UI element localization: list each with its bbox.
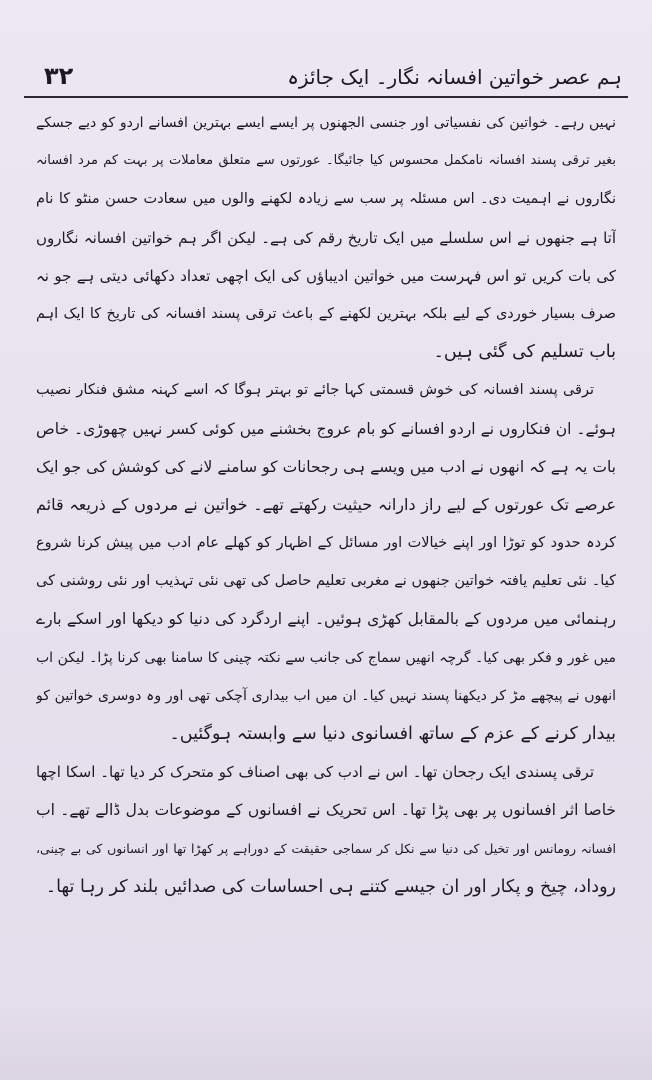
text-line: آتا ہے جنھوں نے اس سلسلے میں ایک تاریخ رقم کی ہے۔ لیکن اگر ہم خواتین افسانہ نگاروں — [36, 228, 616, 247]
text-line: کی بات کریں تو اس فہرست میں خواتین ادیباؤں کی ایک اچھی تعداد دکھائی دیتی ہے جو نہ — [36, 266, 616, 285]
paragraph-3 — [36, 753, 616, 906]
text-line: نہیں رہے۔ خواتین کی نفسیاتی اور جنسی الجھنوں پر ایسے ایسے بہترین افسانے اردو کو دیے جسکے — [36, 115, 616, 131]
text-line: کیا۔ نئی تعلیم یافتہ خواتین جنھوں نے مغربی تعلیم حاصل کی تھی نئی تہذیب اور نئی روشنی کی — [36, 573, 616, 590]
running-title: ہم عصر خواتین افسانہ نگار۔ ایک جائزہ — [287, 65, 622, 89]
text-line: بیدار کرنے کے عزم کے ساتھ افسانوی دنیا سے وابستہ ہوگئیں۔ — [169, 724, 616, 744]
text-line: صرف بسیار خوردی کے لیے بلکہ بہترین لکھنے کے باعث ترقی پسند افسانہ کی تاریخ کا ایک اہم — [36, 305, 616, 322]
page-bottom-shade — [0, 1010, 652, 1080]
text-line: کردہ حدود کو توڑا اور اپنے خیالات اور مسائل کے اظہار کو کھلے عام ادب میں پیش کرنا شروع — [36, 535, 616, 552]
text-line: خاصا اثر افسانوں پر بھی پڑا تھا۔ اس تحریک نے افسانوں کے موضوعات بدل ڈالے تھے۔ اب — [36, 801, 616, 820]
text-line: عرصے تک عورتوں کے لیے راز دارانہ حیثیت رکھتے تھے۔ خواتین نے مردوں کے ذریعہ قائم — [36, 494, 616, 514]
text-line: بغیر ترقی پسند افسانہ نامکمل محسوس کیا جائیگا۔ عورتوں سے متعلق معاملات پر بہت کم مرد افسانہ — [36, 153, 616, 169]
paragraph-1 — [36, 104, 616, 371]
paragraph-2 — [36, 371, 616, 753]
body-text — [36, 104, 616, 906]
text-line: افسانہ رومانس اور تخیل کی دنیا سے نکل کر سماجی حقیقت کے دوراہے پر کھڑا تھا اور انسانوں کی بے چینی، — [36, 840, 616, 856]
text-line: انھوں نے پیچھے مڑ کر دیکھنا پسند نہیں کیا۔ ان میں اب بیداری آچکی تھی اور وہ دوسری خواتین کو — [36, 687, 616, 704]
text-line: باب تسلیم کی گئی ہیں۔ — [433, 342, 616, 363]
text-line: نگاروں نے اہمیت دی۔ اس مسئلہ پر سب سے زیادہ لکھنے والوں میں سعادت حسن منٹو کا نام — [36, 191, 616, 208]
text-line: میں غور و فکر بھی کیا۔ گرچہ انھیں سماج کی جانب سے نکتہ چینی کا سامنا بھی کرنا پڑا۔ لیکن اب — [36, 649, 616, 666]
header-rule — [24, 96, 628, 98]
text-line: ترقی پسندی ایک رجحان تھا۔ اس نے ادب کی بھی اصناف کو متحرک کر دیا تھا۔ اسکا اچھا — [36, 763, 594, 782]
text-line: رہنمائی میں مردوں کے بالمقابل کھڑی ہوئیں۔ اپنے اردگرد کی دنیا کو دیکھا اور اسکے بارے — [36, 610, 616, 629]
text-line: روداد، چیخ و پکار اور ان جیسے کتنے ہی احساسات کی صدائیں بلند کر رہا تھا۔ — [45, 876, 616, 897]
text-line: ہوئے۔ ان فنکاروں نے اردو افسانے کو بام عروج بخشنے میں کوئی کسر نہیں چھوڑی۔ خاص — [36, 419, 616, 438]
text-line: بات یہ ہے کہ انھوں نے ادب میں ویسے ہی رجحانات کو سامنے لانے کی کوشش کی جو ایک — [36, 457, 616, 476]
running-header — [24, 58, 628, 98]
text-line: ترقی پسند افسانہ کی خوش قسمتی کہا جائے تو بہتر ہوگا کہ اسے کہنہ مشق فنکار نصیب — [36, 382, 594, 399]
page-number: ۳۲ — [44, 62, 74, 90]
